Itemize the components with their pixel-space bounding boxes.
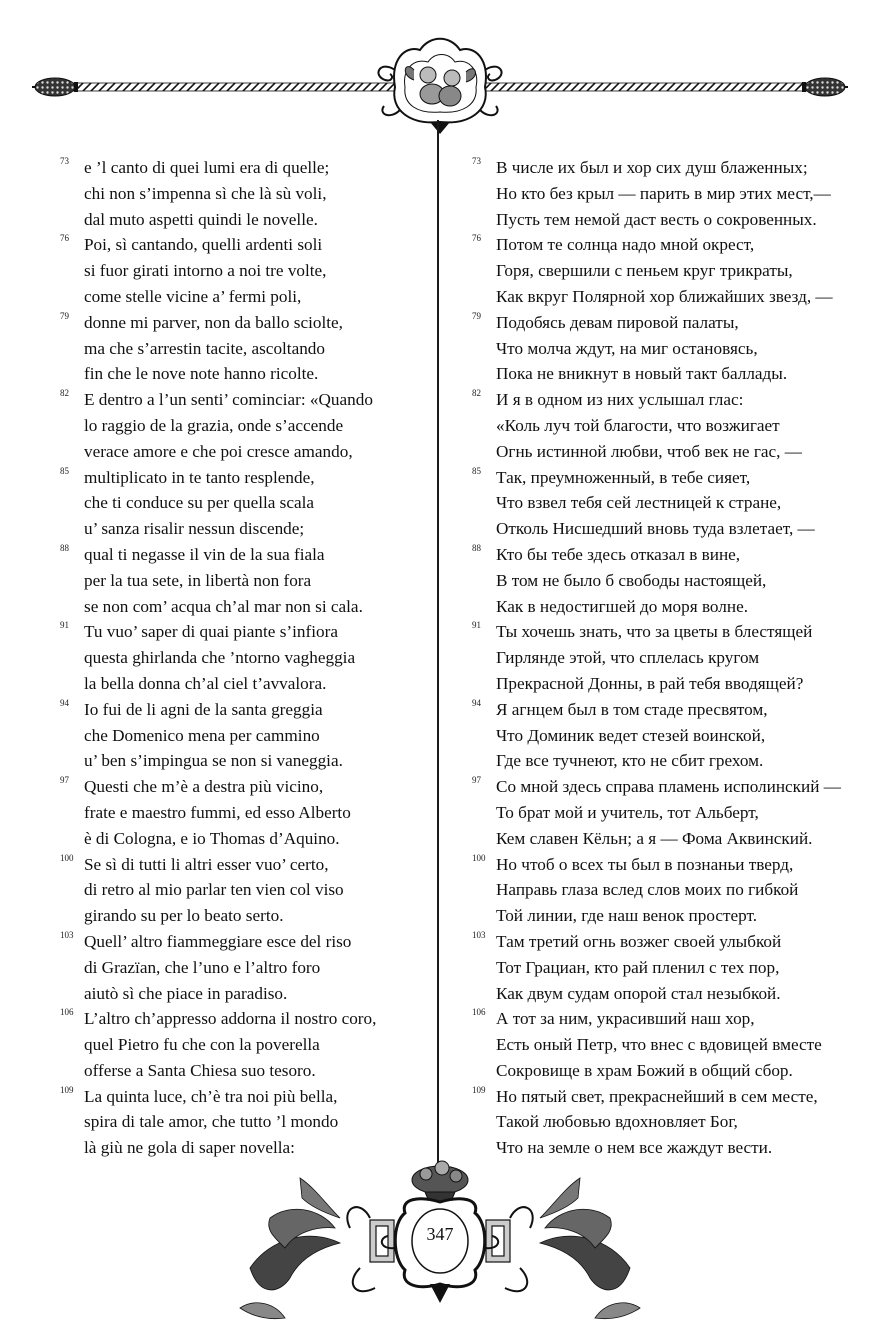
verse-line: per la tua sete, in libertà non fora bbox=[84, 570, 312, 590]
tercet bbox=[60, 619, 460, 696]
verse-number: 85 bbox=[60, 465, 69, 476]
tercet bbox=[472, 310, 872, 387]
verse-line: L’altro ch’appresso addorna il nostro coro, bbox=[84, 1009, 377, 1029]
verse-line: Так, преумноженный, в тебе сияет, bbox=[496, 467, 751, 487]
verse-line: dal muto aspetti quindi le novelle. bbox=[84, 209, 318, 229]
verse-line: spira di tale amor, che tutto ’l mondo bbox=[84, 1112, 339, 1132]
verse-line: Io fui de li agni de la santa greggia bbox=[84, 699, 323, 719]
verse-line: Что Доминик ведет стезей воинской, bbox=[496, 725, 766, 745]
russian-column bbox=[472, 155, 872, 1161]
tercet bbox=[60, 774, 460, 851]
verse-number: 91 bbox=[472, 620, 481, 631]
verse-number: 100 bbox=[472, 852, 486, 863]
verse-number: 82 bbox=[60, 388, 69, 399]
verse-line: Сокровище в храм Божий в общий сбор. bbox=[496, 1060, 793, 1080]
verse-line: girando su per lo beato serto. bbox=[84, 906, 284, 926]
verse-line: Но чтоб о всех ты был в познаньи тверд, bbox=[496, 854, 794, 874]
tercet bbox=[472, 232, 872, 309]
verse-line: Потом те солнца надо мной окрест, bbox=[496, 235, 755, 255]
top-ornament bbox=[0, 30, 880, 140]
verse-line: Со мной здесь справа пламень исполинский — bbox=[496, 777, 841, 797]
verse-line: u’ ben s’impingua se non si vaneggia. bbox=[84, 751, 343, 771]
verse-number: 85 bbox=[472, 465, 481, 476]
verse-line: La quinta luce, ch’è tra noi più bella, bbox=[84, 1086, 338, 1106]
verse-line: multiplicato in te tanto resplende, bbox=[84, 467, 315, 487]
verse-number: 109 bbox=[472, 1084, 486, 1095]
tercet bbox=[60, 465, 460, 542]
verse-line: E dentro a l’un senti’ cominciar: «Quando bbox=[84, 390, 373, 410]
verse-number: 73 bbox=[472, 156, 481, 166]
verse-line: Такой любовью вдохновляет Бог, bbox=[496, 1112, 738, 1132]
verse-line: là giù ne gola di saper novella: bbox=[84, 1138, 295, 1158]
verse-line: lo raggio de la grazia, onde s’accende bbox=[84, 415, 344, 435]
verse-line: Как в недостигшей до моря волне. bbox=[496, 596, 749, 616]
verse-line: Questi che m’è a destra più vicino, bbox=[84, 777, 324, 797]
verse-line: «Коль луч той благости, что возжигает bbox=[496, 415, 780, 435]
verse-number: 97 bbox=[60, 775, 69, 786]
verse-line: Но пятый свет, прекраснейший в сем месте, bbox=[496, 1086, 818, 1106]
verse-line: Но кто без крыл — парить в мир этих мест,— bbox=[496, 183, 831, 203]
tercet bbox=[60, 542, 460, 619]
tercet bbox=[472, 774, 872, 851]
tercet bbox=[472, 1006, 872, 1083]
tercet bbox=[60, 1006, 460, 1083]
verse-line: frate e maestro fummi, ed esso Alberto bbox=[84, 802, 351, 822]
verse-line: Где все тучнеют, кто не сбит грехом. bbox=[496, 751, 764, 771]
verse-line: se non com’ acqua ch’al mar non si cala. bbox=[84, 596, 363, 616]
verse-line: è di Cologna, e io Thomas d’Aquino. bbox=[84, 828, 340, 848]
verse-line: Как вкруг Полярной хор ближайших звезд, — bbox=[496, 286, 833, 306]
verse-line: А тот за ним, украсивший наш хор, bbox=[496, 1009, 755, 1029]
verse-line: di retro al mio parlar ten vien col viso bbox=[84, 880, 344, 900]
tercet bbox=[60, 697, 460, 774]
verse-number: 94 bbox=[60, 697, 69, 708]
verse-line: Tu vuo’ saper di quai piante s’infiora bbox=[84, 622, 338, 642]
verse-number: 94 bbox=[472, 697, 481, 708]
verse-number: 97 bbox=[472, 775, 481, 786]
cherub-medallion bbox=[378, 39, 501, 134]
verse-line: che Domenico mena per cammino bbox=[84, 725, 320, 745]
verse-line: Se sì di tutti li altri esser vuo’ certo, bbox=[84, 854, 329, 874]
tercet bbox=[472, 619, 872, 696]
verse-number: 106 bbox=[60, 1007, 74, 1018]
verse-line: Направь глаза вслед слов моих по гибкой bbox=[496, 880, 799, 900]
verse-line: Кем славен Кёльн; а я — Фома Аквинский. bbox=[496, 828, 813, 848]
verse-line: qual ti negasse il vin de la sua fiala bbox=[84, 544, 325, 564]
tercet bbox=[472, 1084, 872, 1161]
verse-line: di Grazïan, che l’uno e l’altro foro bbox=[84, 957, 321, 977]
verse-line: questa ghirlanda che ’ntorno vagheggia bbox=[84, 648, 356, 668]
tercet bbox=[60, 387, 460, 464]
verse-line: aiutò sì che piace in paradiso. bbox=[84, 983, 288, 1003]
tercet bbox=[472, 465, 872, 542]
verse-line: verace amore e che poi cresce amando, bbox=[84, 441, 353, 461]
verse-line: u’ sanza risalir nessun discende; bbox=[84, 519, 305, 539]
tercet bbox=[472, 929, 872, 1006]
verse-line: Отколь Нисшедший вновь туда взлетает, — bbox=[496, 519, 815, 539]
verse-number: 109 bbox=[60, 1084, 74, 1095]
verse-line: Как двум судам опорой стал незыбкой. bbox=[496, 983, 781, 1003]
verse-line: come stelle vicine a’ fermi poli, bbox=[84, 286, 302, 306]
verse-line: Гирлянде этой, что сплелась кругом bbox=[496, 648, 760, 668]
tercet bbox=[472, 387, 872, 464]
verse-line: fin che le nove note hanno ricolte. bbox=[84, 364, 319, 384]
right-finial bbox=[802, 78, 848, 96]
verse-number: 73 bbox=[60, 156, 69, 166]
verse-line: Poi, sì cantando, quelli ardenti soli bbox=[84, 235, 323, 255]
tercet bbox=[472, 697, 872, 774]
verse-number: 103 bbox=[60, 929, 74, 940]
verse-line: То брат мой и учитель, тот Альберт, bbox=[496, 802, 759, 822]
verse-line: donne mi parver, non da ballo sciolte, bbox=[84, 312, 343, 332]
verse-line: si fuor girati intorno a noi tre volte, bbox=[84, 261, 327, 281]
verse-line: Той линии, где наш венок простерт. bbox=[496, 906, 758, 926]
tercet bbox=[60, 310, 460, 387]
verse-line: Что на земле о нем все жаждут вести. bbox=[496, 1138, 773, 1158]
verse-line: В числе их был и хор сих душ блаженных; bbox=[496, 158, 808, 177]
verse-number: 103 bbox=[472, 929, 486, 940]
verse-line: che ti conduce su per quella scala bbox=[84, 493, 315, 513]
tercet bbox=[472, 852, 872, 929]
verse-number: 79 bbox=[60, 310, 69, 321]
verse-line: ma che s’arrestin tacite, ascoltando bbox=[84, 338, 325, 358]
verse-line: Есть оный Петр, что внес с вдовицей вместе bbox=[496, 1035, 822, 1055]
verse-line: Ты хочешь знать, что за цветы в блестящей bbox=[496, 622, 813, 642]
page-number: 347 bbox=[426, 1224, 454, 1244]
verse-line: Пока не вникнут в новый такт баллады. bbox=[496, 364, 788, 384]
tercet bbox=[60, 929, 460, 1006]
verse-line: В том не было б свободы настоящей, bbox=[496, 570, 767, 590]
verse-line: Пусть тем немой даст весть о сокровенных. bbox=[496, 209, 817, 229]
verse-line: И я в одном из них услышал глас: bbox=[496, 390, 744, 410]
verse-line: Я агнцем был в том стаде пресвятом, bbox=[496, 699, 768, 719]
verse-number: 88 bbox=[472, 542, 481, 553]
verse-line: Прекрасной Донны, в рай тебя вводящей? bbox=[496, 673, 804, 693]
verse-number: 106 bbox=[472, 1007, 486, 1018]
verse-line: Quell’ altro fiammeggiare esce del riso bbox=[84, 931, 352, 951]
verse-line: offerse a Santa Chiesa suo tesoro. bbox=[84, 1060, 316, 1080]
verse-line: Горя, свершили с пеньем круг трикраты, bbox=[496, 261, 793, 281]
verse-line: Тот Грациан, кто рай пленил с тех пор, bbox=[496, 957, 780, 977]
verse-line: la bella donna ch’al ciel t’avvalora. bbox=[84, 673, 327, 693]
tercet bbox=[60, 155, 460, 232]
verse-line: Подобясь девам пировой палаты, bbox=[496, 312, 739, 332]
verse-number: 79 bbox=[472, 310, 481, 321]
verse-number: 100 bbox=[60, 852, 74, 863]
verse-line: quel Pietro fu che con la poverella bbox=[84, 1035, 320, 1055]
tercet bbox=[60, 232, 460, 309]
verse-line: Что взвел тебя сей лестницей к стране, bbox=[496, 493, 782, 513]
verse-line: e ’l canto di quei lumi era di quelle; bbox=[84, 158, 330, 177]
tercet bbox=[472, 155, 872, 232]
tercet bbox=[60, 1084, 460, 1161]
italian-column bbox=[60, 155, 460, 1161]
verse-number: 82 bbox=[472, 388, 481, 399]
verse-line: Там третий огнь возжег своей улыбкой bbox=[496, 931, 782, 951]
verse-number: 76 bbox=[472, 233, 481, 244]
verse-number: 88 bbox=[60, 542, 69, 553]
verse-number: 76 bbox=[60, 233, 69, 244]
verse-line: Кто бы тебе здесь отказал в вине, bbox=[496, 544, 741, 564]
verse-number: 91 bbox=[60, 620, 69, 631]
verse-line: chi non s’impenna sì che là sù voli, bbox=[84, 183, 327, 203]
left-finial bbox=[32, 78, 78, 96]
verse-line: Что молча ждут, на миг остановясь, bbox=[496, 338, 758, 358]
tercet bbox=[472, 542, 872, 619]
verse-line: Огнь истинной любви, чтоб век не гас, — bbox=[496, 441, 802, 461]
tercet bbox=[60, 852, 460, 929]
